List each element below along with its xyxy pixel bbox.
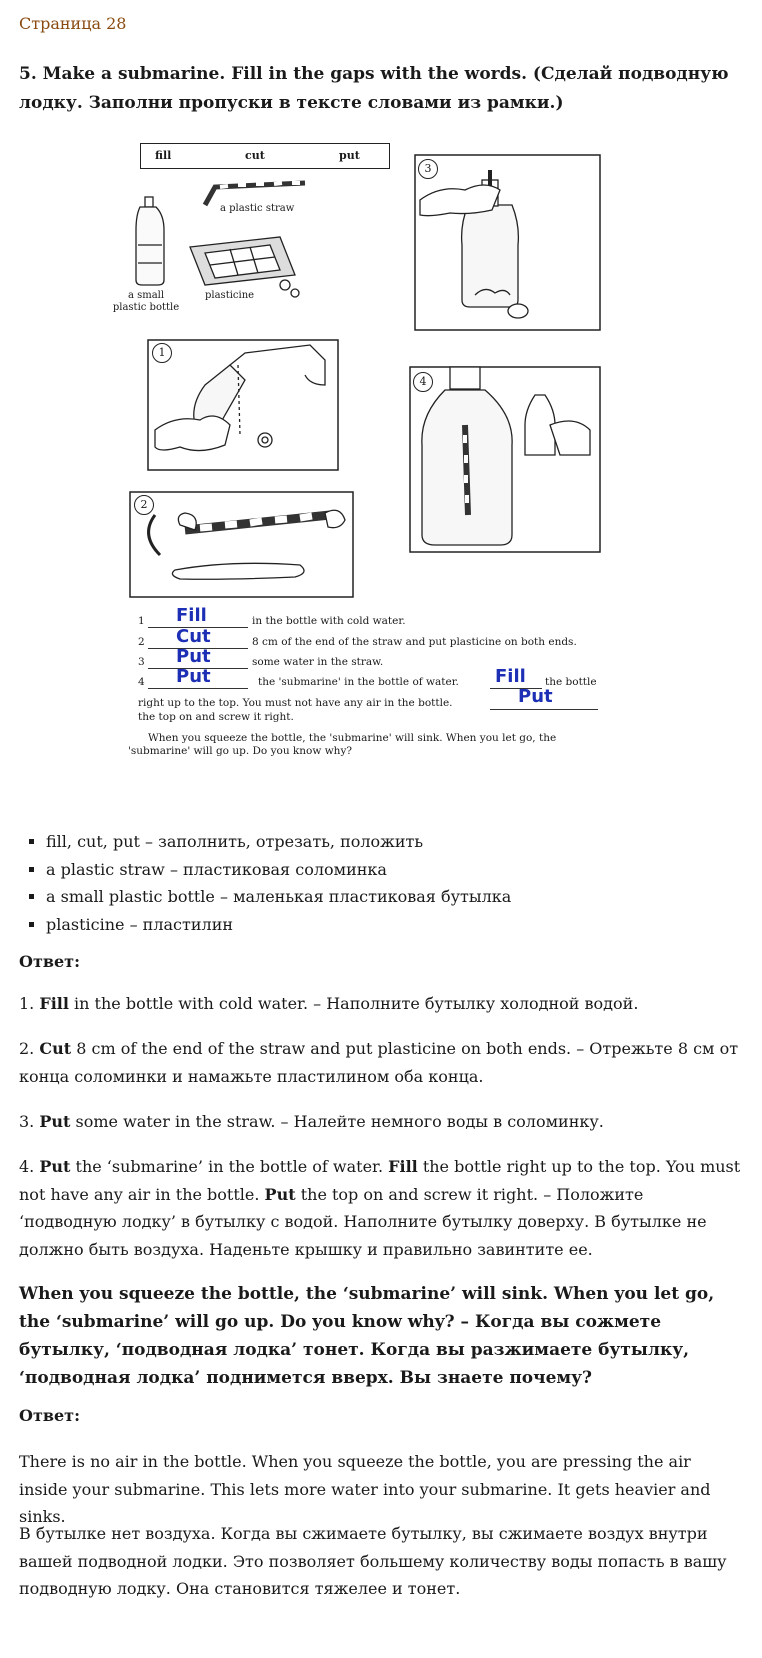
- answer-word: Put: [264, 1184, 296, 1204]
- caption-straw: a plastic straw: [220, 203, 295, 214]
- answer-number: 4.: [19, 1157, 35, 1176]
- answer-number: 3.: [19, 1112, 35, 1131]
- answer-word: Cut: [39, 1039, 72, 1058]
- vocabulary-list: [28, 828, 511, 938]
- blank-line: [148, 688, 248, 689]
- answer-text: 8 cm of the end of the straw and put plasticine on both ends. – Отрежьте 8 см от конца соломинки и намажьте пластилином оба конца.: [19, 1039, 739, 1086]
- answer-number: 1.: [19, 994, 35, 1013]
- vocab-item: ▪ a small plastic bottle – маленькая пластиковая бутылка: [46, 883, 511, 911]
- line-number: 1: [138, 615, 145, 627]
- submarine-illustration: [112, 135, 650, 815]
- panel-number-4: 4: [413, 372, 433, 392]
- exercise-line-4: [138, 676, 145, 688]
- answer-text: the ‘submarine’ in the bottle of water.: [75, 1157, 384, 1176]
- word-box: [140, 143, 390, 169]
- blank-answer-1: Fill: [176, 605, 207, 626]
- answer-label: Ответ:: [19, 952, 80, 971]
- line-text-4: the 'submarine' in the bottle of water.: [258, 676, 459, 688]
- line-text-4b: the bottle: [545, 676, 597, 688]
- answer-word: Fill: [39, 994, 69, 1013]
- line-4-end: the top on and screw it right.: [138, 711, 294, 723]
- word-put: put: [339, 149, 360, 162]
- exercise-line-2: [138, 636, 145, 648]
- panel-number-3: 3: [418, 159, 438, 179]
- blank-answer-4: Put: [176, 666, 211, 687]
- line-text-2: 8 cm of the end of the straw and put plasticine on both ends.: [252, 636, 577, 648]
- line-number: 2: [138, 636, 145, 648]
- line-text-3: some water in the straw.: [252, 656, 384, 668]
- blank-answer-2: Cut: [176, 626, 211, 647]
- answer-4: [19, 1153, 741, 1263]
- vocab-item: ▪ plasticine – пластилин: [46, 911, 511, 939]
- answer-text: some water in the straw. – Налейте немного воды в соломинку.: [75, 1112, 604, 1131]
- line-text-1: in the bottle with cold water.: [252, 615, 406, 627]
- blank-line: [490, 709, 598, 710]
- task-title: 5. Make a submarine. Fill in the gaps with the words. (Сделай подводную лодку. Заполни пропуски в тексте словами из рамки.): [19, 64, 729, 113]
- panel-number-1: 1: [152, 343, 172, 363]
- answer-2: [19, 1035, 741, 1090]
- blank-answer-3: Put: [176, 646, 211, 667]
- line-4-continued: right up to the top. You must not have any air in the bottle.: [138, 697, 453, 709]
- explanation-russian: В бутылке нет воздуха. Когда вы сжимаете бутылку, вы сжимаете воздух внутри вашей подводной лодки. Это позволяет большему количеству воды попасть в вашу подводную лодку. Она становится тяжелее и тонет.: [19, 1524, 727, 1598]
- question-heading: When you squeeze the bottle, the ‘submarine’ will sink. When you let go, the ‘submarine’ will go up. Do you know why? – Когда вы сожмете бутылку, ‘подводная лодка’ тонет. Когда вы разжимаете бутылку, ‘подводная лодка’ поднимется вверх. Вы знаете почему?: [19, 1284, 715, 1388]
- explanation-english: There is no air in the bottle. When you squeeze the bottle, you are pressing the air inside your submarine. This lets more water into your submarine. It gets heavier and sinks.: [19, 1452, 711, 1526]
- word-fill: fill: [155, 149, 172, 162]
- answer-text: the top on and screw it right. – Положите ‘подводную лодку’ в бутылку с водой. Наполните бутылку доверху. В бутылке не должно быть воздуха. Наденьте крышку и правильно завинтите ее.: [19, 1184, 707, 1259]
- page-label: Страница 28: [19, 14, 127, 33]
- blank-answer-5: Fill: [495, 666, 526, 687]
- caption-bottle: a small plastic bottle: [112, 290, 180, 313]
- vocab-item: ▪ a plastic straw – пластиковая соломинка: [46, 856, 511, 884]
- answer-word: Fill: [388, 1157, 418, 1176]
- answer-text: the bottle right up to the top. You must not have any air in the bottle.: [19, 1157, 741, 1204]
- answer-word: Put: [39, 1157, 71, 1176]
- panel-number-2: 2: [134, 495, 154, 515]
- word-cut: cut: [245, 149, 265, 162]
- exercise-line-3: [138, 656, 145, 668]
- caption-plasticine: plasticine: [205, 290, 255, 301]
- answer-3: [19, 1108, 741, 1136]
- answer-1: [19, 990, 741, 1018]
- answer-text: in the bottle with cold water. – Наполните бутылку холодной водой.: [74, 994, 639, 1013]
- answer-number: 2.: [19, 1039, 35, 1058]
- line-number: 4: [138, 676, 145, 688]
- figure-question: When you squeeze the bottle, the 'submarine' will sink. When you let go, the 'submarine' will go up. Do you know why?: [128, 732, 557, 757]
- line-number: 3: [138, 656, 145, 668]
- blank-answer-6: Put: [518, 686, 553, 707]
- vocab-item: ▪ fill, cut, put – заполнить, отрезать, положить: [46, 828, 511, 856]
- answer-label-2: Ответ:: [19, 1406, 80, 1425]
- answer-word: Put: [39, 1112, 71, 1131]
- exercise-line-1: [138, 615, 145, 627]
